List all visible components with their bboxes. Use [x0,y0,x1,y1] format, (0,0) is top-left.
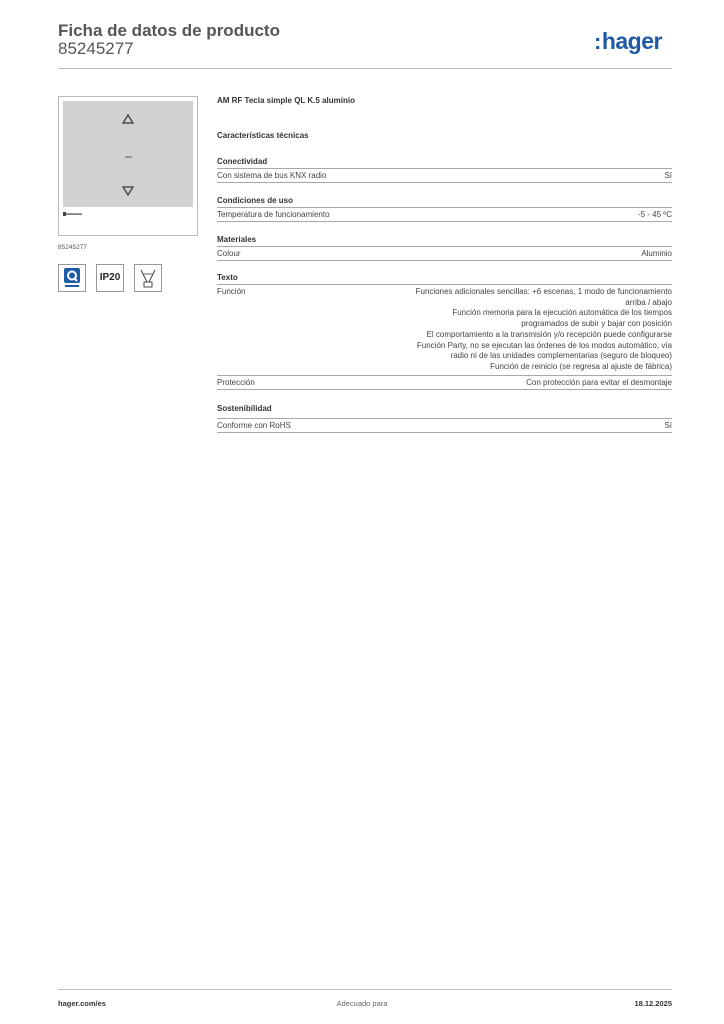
spec-value-line: Función Party, no se ejecutan las órdenes de los modos automático, vía [416,340,672,350]
spec-value-line: Funciones adicionales sencillas: +6 escenas, 1 modo de funcionamiento [415,287,672,296]
spec-label: Función [217,287,246,296]
spec-row [217,375,672,390]
spec-value: Sí [664,421,672,430]
footer-website-link[interactable]: hager.com/es [58,999,106,1008]
product-name: AM RF Tecla simple QL K.5 aluminio [217,96,355,105]
spec-value-line: Función de reinicio (se regresa al ajuste de fábrica) [490,361,672,371]
spec-value-line: El comportamiento a la transmisión y/o recepción puede configurarse [426,329,672,339]
switch-rocker-face [63,101,193,207]
spec-value-line: Función memoria para la ejecución automática de los tiempos [452,308,672,318]
spec-row [217,246,672,261]
product-code: 85245277 [58,39,134,58]
spec-value-line: arriba / abajo [625,297,672,307]
product-image [58,96,198,236]
footer-suitability: Adecuado para [336,999,388,1008]
section-title-sostenibilidad: Sostenibilidad [217,404,272,413]
page-title: Ficha de datos de producto [58,21,280,40]
section-title-conectividad: Conectividad [217,157,268,166]
footer-date: 18.12.2025 [634,999,672,1008]
spec-value: -5 - 45 ºC [637,210,672,219]
spec-value-line: radio ni de las unidades complementarias (seguro de bloqueo) [450,351,672,361]
spec-label: Colour [217,249,241,258]
arrow-down-icon [123,187,133,195]
quality-mark-icon [58,264,86,292]
spec-label: Conforme con RoHS [217,421,291,430]
spec-row [217,418,672,433]
side-view-icon [63,211,83,217]
spec-value: Aluminio [641,249,672,258]
recycling-symbol-icon [134,264,162,292]
spec-row [217,284,672,376]
logo-text: hager [601,28,662,54]
footer-divider [58,989,672,990]
spec-row [217,168,672,183]
arrow-up-icon [123,115,133,123]
section-title-condiciones: Condiciones de uso [217,196,294,205]
spec-label: Con sistema de bus KNX radio [217,171,327,180]
ip-rating-badge: IP20 [96,264,124,292]
spec-value: Sí [664,171,672,180]
image-caption: 85245277 [58,244,87,251]
spec-label: Protección [217,378,255,387]
logo-colon: : [594,29,601,54]
spec-label: Temperatura de funcionamiento [217,210,330,219]
specs-heading: Características técnicas [217,131,309,140]
spec-value-multiline [352,287,672,373]
section-title-materiales: Materiales [217,235,257,244]
spec-row [217,207,672,222]
header-divider [58,68,672,69]
spec-value-line: programados de subir y bajar con posición [521,319,672,329]
led-indicator [125,156,132,158]
spec-value: Con protección para evitar el desmontaje [526,378,672,387]
section-title-texto: Texto [217,273,238,282]
hager-logo [594,28,662,55]
